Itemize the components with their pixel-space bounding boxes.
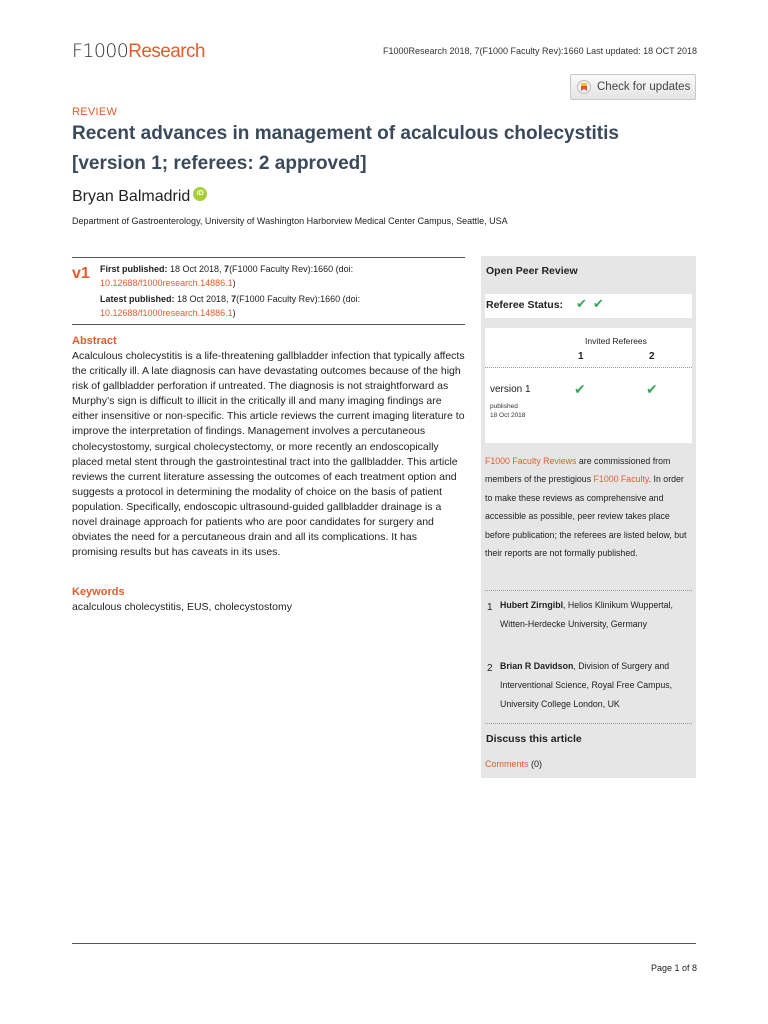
comments-link[interactable]: Comments bbox=[485, 759, 529, 769]
page-number: Page 1 of 8 bbox=[650, 963, 697, 973]
f1000-faculty-link[interactable]: F1000 Faculty bbox=[593, 474, 649, 485]
logo-f1000: F1000 bbox=[72, 40, 129, 62]
referee-number: 2 bbox=[487, 663, 493, 674]
comments-count: (0) bbox=[528, 759, 543, 769]
referee-number: 1 bbox=[487, 602, 493, 613]
referee-1-approved-check-icon[interactable]: ✔ bbox=[574, 382, 586, 398]
referee-table bbox=[485, 328, 692, 443]
table-divider bbox=[485, 367, 692, 368]
referee-item-1 bbox=[487, 596, 692, 634]
abstract-text: Acalculous cholecystitis is a life-threatening gallbladder infection that typically affects the critically ill. A late diagnosis can have devastating outcomes because of the high risk of gallbladder perforation if untreated. The diagnosis is not straightforward as Murphy’s sign is difficult to illicit in the critically ill and many imaging findings are either insensitive or non-specific. This article reviews the current imaging literature to improve the interpretation of findings. Management involves a percutaneous cholecystostomy, surgical cholecystectomy, or more recently an endoscopically placed metal stent through the gastrointestinal tract into the gallbladder. This article reviews the current literature assessing the outcomes of each treatment option and suggests a protocol in determining the modality of choice on the basis of patient population. Specifically, endoscopic ultrasound-guided gallbladder drainage is a novel drainage approach for patients who are poor candidates for surgery and obviates the need for a percutaneous drain and all its complications. It has promising results but has caveats in its uses. bbox=[72, 350, 465, 559]
version-box bbox=[72, 257, 465, 325]
published-label: published bbox=[490, 403, 518, 410]
referee-affiliation: , Division of Surgery and Interventional Science, Royal Free Campus, University College London, UK bbox=[500, 661, 673, 709]
author-affiliation: Department of Gastroenterology, University of Washington Harborview Medical Center Campus, Seattle, USA bbox=[72, 216, 508, 226]
keywords-text: acalculous cholecystitis, EUS, cholecystostomy bbox=[72, 601, 293, 613]
referee-affiliation: , Helios Klinikum Wuppertal, Witten-Herdecke University, Germany bbox=[500, 600, 673, 629]
sidebar-divider bbox=[485, 723, 692, 724]
logo-research: Research bbox=[128, 41, 205, 62]
header-citation: F1000Research 2018, 7(F1000 Faculty Rev):1660 Last updated: 18 OCT 2018 bbox=[382, 46, 697, 56]
author-line bbox=[72, 188, 207, 206]
referee-name[interactable]: Brian R Davidson bbox=[500, 661, 574, 671]
orcid-icon[interactable]: iD bbox=[193, 187, 207, 201]
first-published-close: ) bbox=[232, 278, 236, 288]
article-type: REVIEW bbox=[72, 106, 118, 118]
first-published-date: 18 Oct 2018, bbox=[167, 264, 225, 274]
latest-published-cite: (F1000 Faculty Rev):1660 (doi: bbox=[236, 294, 361, 304]
published-date: 18 Oct 2018 bbox=[490, 412, 526, 419]
first-published bbox=[100, 262, 460, 290]
abstract-heading: Abstract bbox=[72, 335, 117, 347]
sidebar-divider bbox=[485, 590, 692, 591]
version-badge: v1 bbox=[72, 265, 90, 282]
latest-published-close: ) bbox=[232, 308, 236, 318]
author-name[interactable]: Bryan Balmadrid bbox=[72, 188, 191, 205]
first-published-cite: (F1000 Faculty Rev):1660 (doi: bbox=[229, 264, 354, 274]
faculty-reviews-note bbox=[485, 452, 693, 562]
keywords-heading: Keywords bbox=[72, 586, 125, 598]
latest-published-label: Latest published: bbox=[100, 294, 175, 304]
open-peer-review-heading: Open Peer Review bbox=[486, 265, 578, 277]
referee-column-1: 1 bbox=[578, 351, 584, 362]
article-title: Recent advances in management of acalculous cholecystitis [version 1; referees: 2 approved] bbox=[72, 123, 619, 174]
f1000research-logo[interactable] bbox=[72, 40, 205, 63]
faculty-note-text-2: . In order to make these reviews as comprehensive and accessible as possible, peer review takes place before publication; the referees are listed below, but their reports are not formally published. bbox=[485, 474, 687, 559]
check-for-updates-label: Check for updates bbox=[597, 81, 691, 93]
approved-check-icon: ✔ bbox=[593, 297, 604, 312]
faculty-reviews-link[interactable]: F1000 Faculty Reviews bbox=[485, 456, 577, 466]
version-1-published bbox=[490, 402, 525, 420]
first-published-doi-link[interactable]: 10.12688/f1000research.14886.1 bbox=[100, 278, 233, 288]
crossmark-icon bbox=[577, 80, 591, 94]
check-for-updates-button[interactable] bbox=[570, 74, 696, 100]
approved-check-icon: ✔ bbox=[576, 297, 587, 312]
latest-published-doi-link[interactable]: 10.12688/f1000research.14886.1 bbox=[100, 308, 233, 318]
discuss-heading: Discuss this article bbox=[486, 733, 582, 745]
referee-item-2 bbox=[487, 657, 692, 714]
latest-published bbox=[100, 292, 460, 320]
comments-line bbox=[485, 759, 542, 769]
version-1-label[interactable]: version 1 bbox=[490, 384, 531, 395]
referee-status-label: Referee Status: bbox=[486, 299, 564, 311]
referee-column-2: 2 bbox=[649, 351, 655, 362]
open-peer-review-sidebar bbox=[481, 256, 696, 778]
first-published-volume: 7 bbox=[224, 264, 230, 274]
referee-name[interactable]: Hubert Zirngibl bbox=[500, 600, 564, 610]
referee-status-box bbox=[485, 294, 692, 318]
faculty-note-text-1: are commissioned from members of the prestigious bbox=[485, 456, 671, 485]
latest-published-date: 18 Oct 2018, bbox=[174, 294, 232, 304]
first-published-label: First published: bbox=[100, 264, 168, 274]
footer-divider bbox=[72, 943, 696, 944]
invited-referees-label: Invited Referees bbox=[585, 336, 647, 346]
referee-2-approved-check-icon[interactable]: ✔ bbox=[646, 382, 658, 398]
latest-published-volume: 7 bbox=[231, 294, 237, 304]
